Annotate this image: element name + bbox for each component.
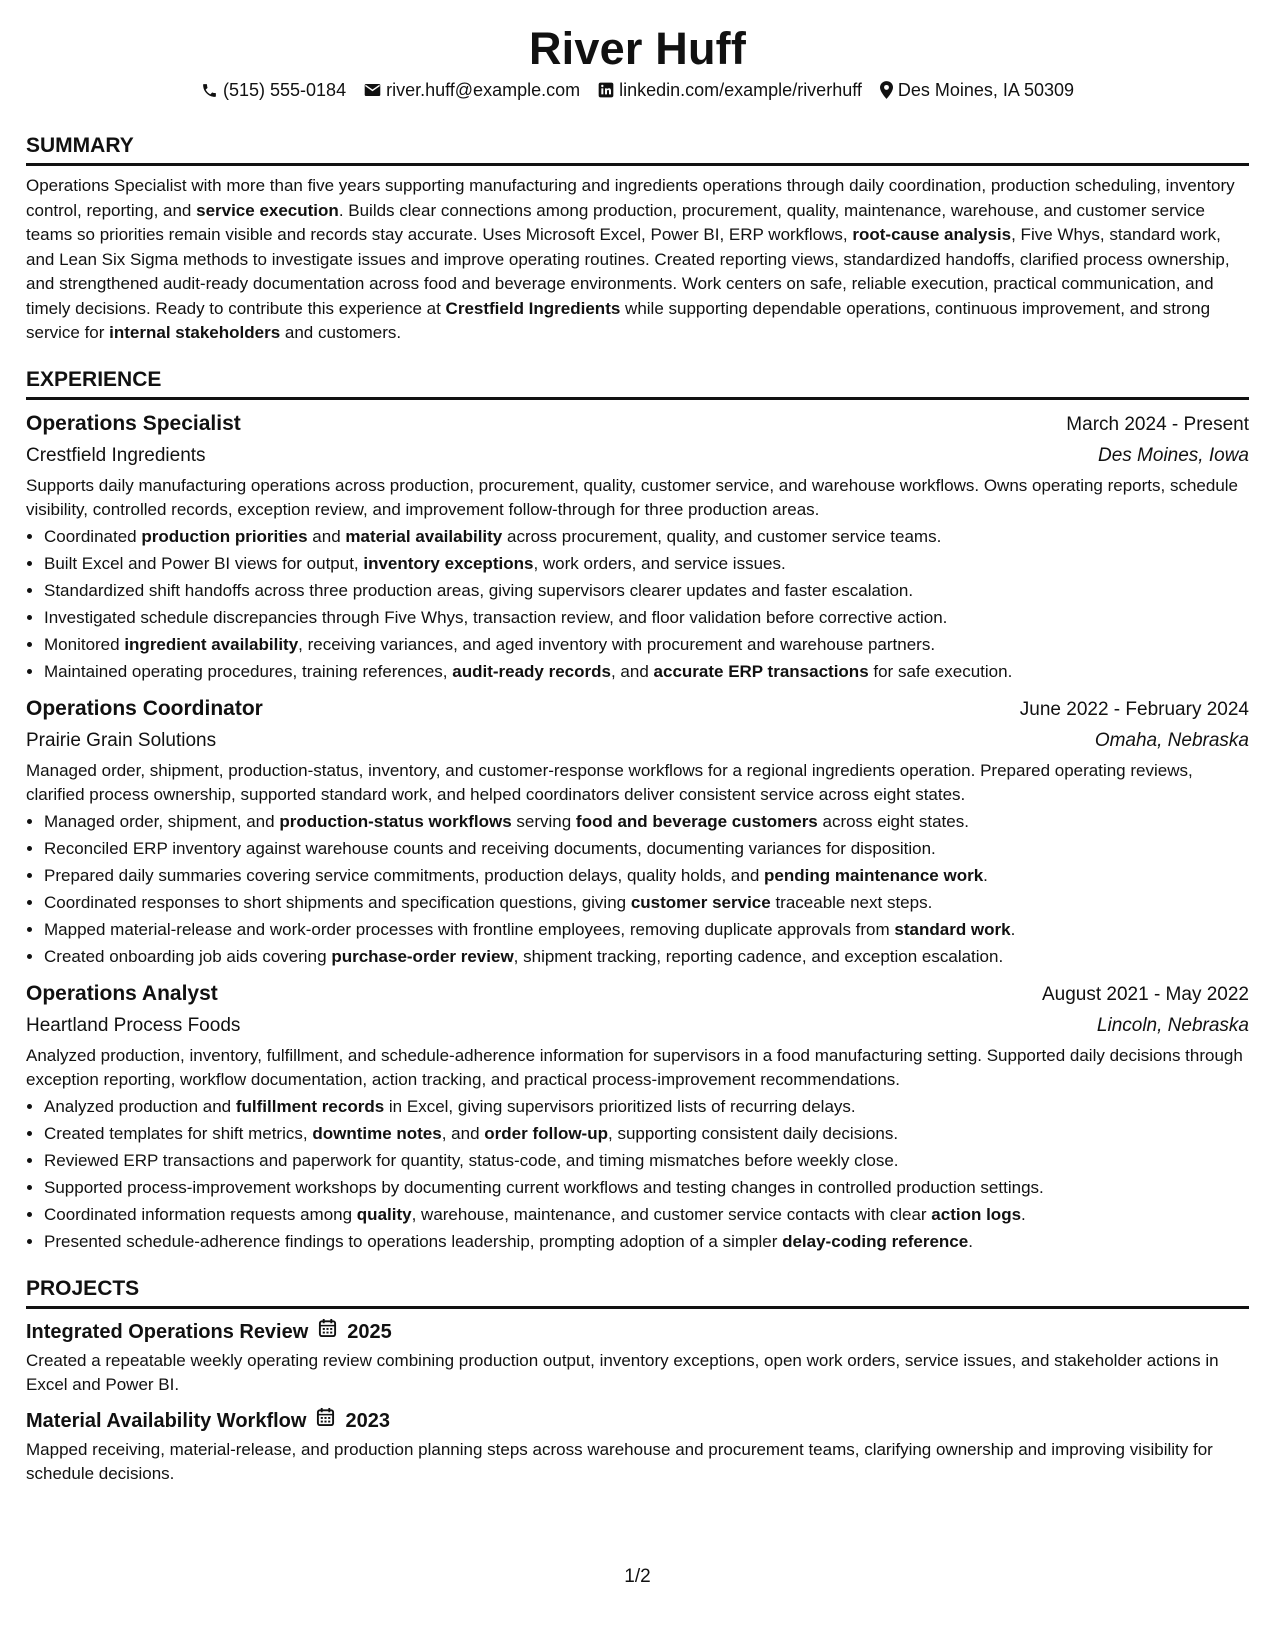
text-run: , supporting consistent daily decisions. xyxy=(608,1123,899,1143)
text-run: Reviewed ERP transactions and paperwork for quantity, status-code, and timing mismatches before weekly close. xyxy=(44,1150,899,1170)
envelope-icon xyxy=(364,83,381,97)
text-run: Mapped material-release and work-order processes with frontline employees, removing duplicate approvals from xyxy=(44,919,895,939)
job-bullets xyxy=(26,523,1249,685)
contact-location xyxy=(880,78,1074,102)
project-title: Integrated Operations Review xyxy=(26,1320,309,1343)
bullet-item xyxy=(44,604,1249,631)
email-address[interactable]: river.huff@example.com xyxy=(386,80,581,100)
job-company: Crestfield Ingredients xyxy=(26,444,206,466)
text-run: . xyxy=(983,865,988,885)
text-run: Operations Specialist with more than five years supporting manufacturing and ingredients operations through daily coordination, production scheduling, inventory control, reporting, and xyxy=(26,176,1235,220)
contact-linkedin[interactable] xyxy=(598,78,862,102)
text-run: Standardized shift handoffs across three production areas, giving supervisors clearer updates and faster escalation. xyxy=(44,580,914,600)
job-description: Supports daily manufacturing operations across production, procurement, quality, customer service, and warehouse workflows. Owns operating reports, schedule visibility, controlled records, exception review, and improvement follow-through for three production areas. xyxy=(26,475,1239,519)
job-title: Operations Analyst xyxy=(26,981,218,1005)
text-run: , shipment tracking, reporting cadence, and exception escalation. xyxy=(513,946,1004,966)
emphasis-text: order follow-up xyxy=(484,1123,608,1143)
emphasis-text: root-cause analysis xyxy=(852,225,1012,244)
bullet-item xyxy=(44,1120,1249,1147)
project-description: Mapped receiving, material-release, and production planning steps across warehouse and procurement teams, clarifying ownership and improving visibility for schedule decisions. xyxy=(26,1439,1213,1483)
calendar-icon xyxy=(316,1406,335,1436)
text-run: Managed order, shipment, and xyxy=(44,811,280,831)
summary-text xyxy=(26,174,1249,346)
emphasis-text: food and beverage customers xyxy=(575,811,818,831)
emphasis-text: production-status workflows xyxy=(279,811,512,831)
bullet-item xyxy=(44,889,1249,916)
map-pin-icon xyxy=(880,81,893,99)
text-run: for safe execution. xyxy=(868,661,1013,681)
contact-bar xyxy=(26,78,1249,102)
text-run: and xyxy=(307,526,346,546)
emphasis-text: service execution xyxy=(196,200,339,220)
summary-heading: SUMMARY xyxy=(26,132,1249,166)
page-number: 1/2 xyxy=(624,1566,651,1587)
text-run: Investigated schedule discrepancies through Five Whys, transaction review, and floor validation before corrective action. xyxy=(44,607,948,627)
text-run: Maintained operating procedures, training references, xyxy=(44,661,453,681)
job-location: Des Moines, Iowa xyxy=(1097,444,1249,466)
job-company: Heartland Process Foods xyxy=(26,1014,241,1036)
experience-list xyxy=(26,408,1249,1255)
text-run: . xyxy=(968,1231,973,1251)
bullet-item xyxy=(44,1174,1249,1201)
calendar-icon xyxy=(318,1317,337,1347)
job-company-row xyxy=(26,440,1249,471)
bullet-item xyxy=(44,523,1249,550)
emphasis-text: Crestfield Ingredients xyxy=(445,298,621,318)
text-run: Built Excel and Power BI views for output, xyxy=(44,553,364,573)
job-company-row xyxy=(26,1010,1249,1041)
emphasis-text: standard work xyxy=(894,919,1011,939)
text-run: Monitored xyxy=(44,634,125,654)
bullet-item xyxy=(44,808,1249,835)
job-location: Omaha, Nebraska xyxy=(1094,729,1249,751)
text-run: Analyzed production and xyxy=(44,1096,236,1116)
experience-heading: EXPERIENCE xyxy=(26,366,1249,400)
bullet-item xyxy=(44,1201,1249,1228)
emphasis-text: ingredient availability xyxy=(124,634,299,654)
experience-entry xyxy=(26,693,1249,970)
emphasis-text: audit-ready records xyxy=(452,661,611,681)
text-run: Reconciled ERP inventory against warehouse counts and receiving documents, documenting variances for disposition. xyxy=(44,838,936,858)
projects-list xyxy=(26,1317,1249,1487)
text-run: across procurement, quality, and customer service teams. xyxy=(502,526,942,546)
job-dates: August 2021 - May 2022 xyxy=(1041,983,1249,1005)
project-entry xyxy=(26,1317,1249,1398)
text-run: Supported process-improvement workshops by documenting current workflows and testing changes in controlled production settings. xyxy=(44,1177,1044,1197)
text-run: across eight states. xyxy=(817,811,969,831)
projects-heading: PROJECTS xyxy=(26,1275,1249,1309)
job-title: Operations Specialist xyxy=(26,411,241,435)
text-run: serving xyxy=(511,811,576,831)
emphasis-text: delay-coding reference xyxy=(782,1231,969,1251)
emphasis-text: customer service xyxy=(630,892,771,912)
emphasis-text: inventory exceptions xyxy=(363,553,534,573)
bullet-item xyxy=(44,943,1249,970)
project-title: Material Availability Workflow xyxy=(26,1409,307,1432)
job-bullets xyxy=(26,1093,1249,1255)
bullet-item xyxy=(44,862,1249,889)
emphasis-text: action logs xyxy=(931,1204,1022,1224)
project-year-group xyxy=(316,1406,390,1436)
job-title: Operations Coordinator xyxy=(26,696,263,720)
project-header xyxy=(26,1317,1249,1347)
text-run: while supporting dependable operations, continuous improvement, and strong service for xyxy=(26,298,1211,342)
text-run: . xyxy=(1021,1204,1026,1224)
text-run: Coordinated responses to short shipments and specification questions, giving xyxy=(44,892,631,912)
bullet-item xyxy=(44,1147,1249,1174)
location-text: Des Moines, IA 50309 xyxy=(897,80,1074,100)
contact-phone xyxy=(201,78,346,102)
bullet-item xyxy=(44,1228,1249,1255)
emphasis-text: fulfillment records xyxy=(235,1096,385,1116)
candidate-name: River Huff xyxy=(528,23,747,74)
job-location: Lincoln, Nebraska xyxy=(1096,1014,1249,1036)
emphasis-text: pending maintenance work xyxy=(764,865,984,885)
emphasis-text: accurate ERP transactions xyxy=(653,661,869,681)
job-description: Analyzed production, inventory, fulfillment, and schedule-adherence information for supervisors in a food manufacturing setting. Supported daily decisions through exception reporting, workflow documentation, action tracking, and practical process-improvement recommendations. xyxy=(26,1045,1243,1089)
phone-icon xyxy=(201,82,218,99)
linkedin-url[interactable]: linkedin.com/example/riverhuff xyxy=(619,80,862,100)
experience-entry xyxy=(26,978,1249,1255)
text-run: Created templates for shift metrics, xyxy=(44,1123,313,1143)
bullet-item xyxy=(44,1093,1249,1120)
text-run: , receiving variances, and aged inventory with procurement and warehouse partners. xyxy=(298,634,936,654)
emphasis-text: internal stakeholders xyxy=(109,323,281,342)
phone-number: (515) 555-0184 xyxy=(222,80,347,100)
bullet-item xyxy=(44,916,1249,943)
bullet-item xyxy=(44,631,1249,658)
emphasis-text: production priorities xyxy=(141,526,308,546)
text-run: , Five Whys, standard work, and Lean Six Sigma methods to investigate issues and improve operating routines. Created reporting views, standardized handoffs, clarified process ownership, and strengthened audit-ready documentation across food and beverage environments. Work centers on safe, reliable execution, practical communication, and timely decisions. Ready to contribute this experience at xyxy=(26,225,1230,318)
text-run: Prepared daily summaries covering service commitments, production delays, quality holds, and xyxy=(44,865,764,885)
text-run: Presented schedule-adherence findings to operations leadership, prompting adoption of a simpler xyxy=(44,1231,783,1251)
job-bullets xyxy=(26,808,1249,970)
text-run: , and xyxy=(441,1123,485,1143)
bullet-item xyxy=(44,835,1249,862)
job-description: Managed order, shipment, production-status, inventory, and customer-response workflows for a regional ingredients operation. Prepared operating reviews, clarified process ownership, supported standard work, and helped coordinators deliver consistent service across eight states. xyxy=(26,760,1193,804)
project-entry xyxy=(26,1406,1249,1487)
text-run: , and xyxy=(610,661,654,681)
job-header-row xyxy=(26,978,1249,1010)
emphasis-text: material availability xyxy=(345,526,503,546)
project-year-group xyxy=(318,1317,392,1347)
emphasis-text: downtime notes xyxy=(312,1123,442,1143)
job-company-row xyxy=(26,725,1249,756)
job-dates: March 2024 - Present xyxy=(1066,413,1249,435)
project-year: 2025 xyxy=(347,1320,392,1343)
contact-email[interactable] xyxy=(364,78,580,102)
text-run: Created onboarding job aids covering xyxy=(44,946,332,966)
emphasis-text: purchase-order review xyxy=(331,946,514,966)
experience-entry xyxy=(26,408,1249,685)
text-run: in Excel, giving supervisors prioritized lists of recurring delays. xyxy=(384,1096,856,1116)
project-year: 2023 xyxy=(345,1409,390,1432)
text-run: Coordinated information requests among xyxy=(44,1204,357,1224)
bullet-item xyxy=(44,658,1249,685)
linkedin-icon xyxy=(598,82,614,98)
job-dates: June 2022 - February 2024 xyxy=(1019,698,1249,720)
bullet-item xyxy=(44,550,1249,577)
text-run: . xyxy=(1010,919,1016,939)
emphasis-text: quality xyxy=(356,1204,412,1224)
job-header-row xyxy=(26,693,1249,725)
resume-page xyxy=(26,0,1249,1487)
text-run: , work orders, and service issues. xyxy=(533,553,786,573)
job-header-row xyxy=(26,408,1249,440)
job-company: Prairie Grain Solutions xyxy=(26,729,217,751)
bullet-item xyxy=(44,577,1249,604)
text-run: traceable next steps. xyxy=(770,892,933,912)
project-description: Created a repeatable weekly operating review combining production output, inventory exceptions, open work orders, service issues, and stakeholder actions in Excel and Power BI. xyxy=(26,1350,1219,1394)
text-run: . Builds clear connections among production, procurement, quality, maintenance, warehouse, and customer service teams so priorities remain visible and records stay accurate. Uses Microsoft Excel, Power BI, ERP workflows, xyxy=(26,200,1206,244)
text-run: Coordinated xyxy=(44,526,142,546)
text-run: , warehouse, maintenance, and customer service contacts with clear xyxy=(411,1204,932,1224)
project-header xyxy=(26,1406,1249,1436)
text-run: and customers. xyxy=(280,323,402,342)
